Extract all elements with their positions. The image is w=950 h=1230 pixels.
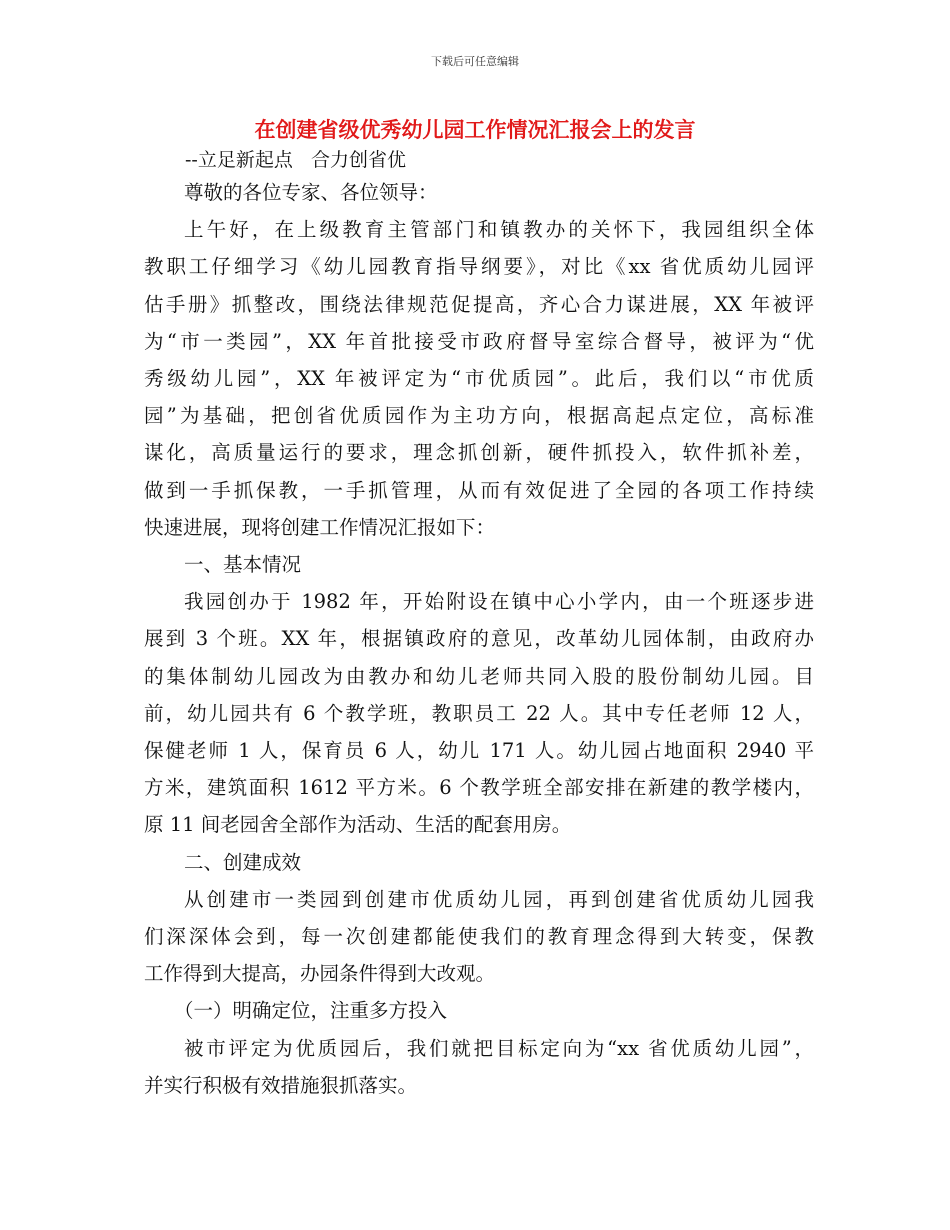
document-body <box>144 174 814 1104</box>
text-line: 原 11 间老园舍全部作为活动、生活的配套用房。 <box>144 813 572 837</box>
page-header: 下载后可任意编辑 <box>431 55 519 68</box>
subsection-heading-positioning: （一）明确定位，注重多方投入 <box>174 999 448 1023</box>
text-line: 园”为基础，把创省优质园作为主功方向，根据高起点定位，高标准 <box>144 404 814 428</box>
text-line: 估手册》抓整改，围绕法律规范促提高，齐心合力谋进展，XX 年被评 <box>144 292 814 316</box>
section-heading-results: 二、创建成效 <box>184 850 302 874</box>
text-line: 上午好，在上级教育主管部门和镇教办的关怀下，我园组织全体 <box>184 218 814 242</box>
text-line: 展到 3 个班。XX 年，根据镇政府的意见，改革幼儿园体制，由政府办 <box>144 627 814 651</box>
text-line: 为“市一类园”，XX 年首批接受市政府督导室综合督导，被评为“优 <box>144 329 814 353</box>
text-line: 教职工仔细学习《幼儿园教育指导纲要》，对比《xx 省优质幼儿园评 <box>144 255 814 279</box>
paragraph-results <box>144 881 814 993</box>
text-line: 我园创办于 1982 年，开始附设在镇中心小学内，由一个班逐步进 <box>184 590 814 614</box>
text-line: 工作得到大提高，办园条件得到大改观。 <box>144 962 496 986</box>
section-heading-basic: 一、基本情况 <box>184 553 302 577</box>
document-title: 在创建省级优秀幼儿园工作情况汇报会上的发言 <box>254 118 696 142</box>
text-line: 做到一手抓保教，一手抓管理，从而有效促进了全园的各项工作持续 <box>144 478 814 502</box>
text-line: 的集体制幼儿园改为由教办和幼儿老师共同入股的股份制幼儿园。目 <box>144 664 814 688</box>
text-line: 保健老师 1 人，保育员 6 人，幼儿 171 人。幼儿园占地面积 2940 平 <box>144 739 814 763</box>
text-line: 快速进展，现将创建工作情况汇报如下： <box>144 515 496 539</box>
paragraph-intro <box>144 211 814 546</box>
text-line: 秀级幼儿园”，XX 年被评定为“市优质园”。此后，我们以“市优质 <box>144 367 814 391</box>
text-line: 前，幼儿园共有 6 个教学班，教职员工 22 人。其中专任老师 12 人， <box>144 701 814 725</box>
document-subtitle: --立足新起点 合力创省优 <box>185 149 406 171</box>
text-line: 们深深体会到，每一次创建都能使我们的教育理念得到大转变，保教 <box>144 925 814 949</box>
paragraph-positioning <box>144 1030 814 1104</box>
greeting: 尊敬的各位专家、各位领导： <box>184 181 438 204</box>
paragraph-basic <box>144 583 814 843</box>
text-line: 被市评定为优质园后，我们就把目标定向为“xx 省优质幼儿园”， <box>184 1036 814 1060</box>
text-line: 方米，建筑面积 1612 平方米。6 个教学班全部安排在新建的教学楼内， <box>144 776 814 800</box>
text-line: 并实行积极有效措施狠抓落实。 <box>144 1073 418 1097</box>
text-line: 谋化，高质量运行的要求，理念抓创新，硬件抓投入，软件抓补差， <box>144 441 814 465</box>
text-line: 从创建市一类园到创建市优质幼儿园，再到创建省优质幼儿园我 <box>184 887 814 911</box>
